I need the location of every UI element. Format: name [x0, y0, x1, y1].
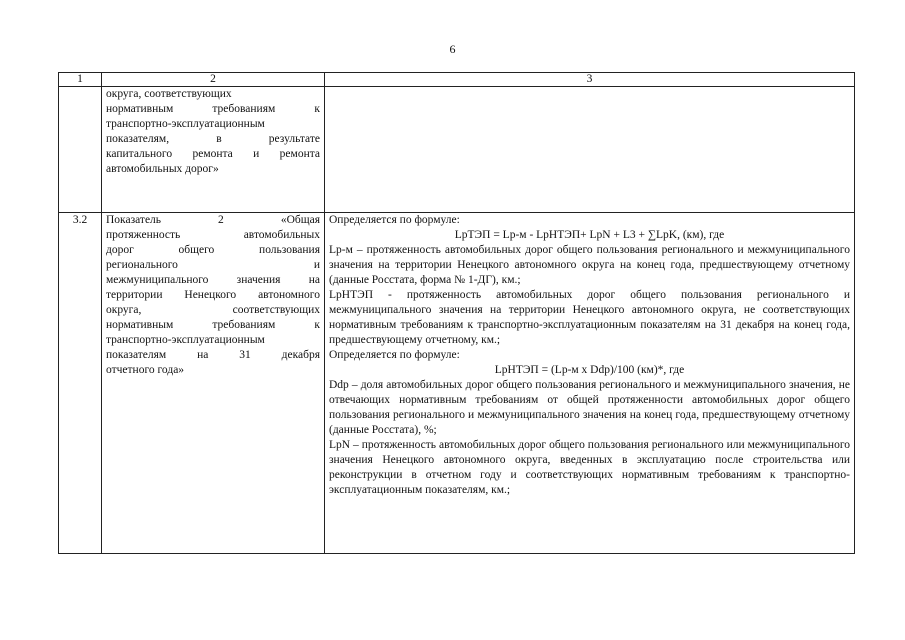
method-cell [325, 213, 855, 554]
header-cell-3: 3 [325, 73, 855, 87]
definition-ddp: Ddp – доля автомобильных дорог общего пользования регионального и межмуниципального значения, не отвечающих нормативным требованиям от общей протяженности автомобильных дорог общего пользования регионального и межмуниципального значения на конец года, предшествующему отчетному (данные Росстата), %; [329, 379, 850, 436]
table-header-row [59, 73, 855, 87]
indicator-line: показателям на 31 декабря [106, 349, 320, 361]
indicator-line [106, 87, 320, 102]
indicator-line: транспортно-эксплуатационным [106, 118, 265, 130]
definition-lpm: Lp-м – протяженность автомобильных дорог общего пользования регионального и межмуниципального значения на территории Ненецкого автономного округа на конец года, предшествующему отчетному (данные Росстата, форма № 1-ДГ), км.; [329, 244, 850, 286]
header-cell-2: 2 [102, 73, 325, 87]
page-number: 6 [449, 42, 456, 56]
indicator-line: межмуниципального значения на [106, 274, 320, 286]
indicator-line: Показатель 2 «Общая [106, 214, 320, 226]
formula-intro: Определяется по формуле: [329, 214, 460, 226]
indicator-line: округа, соответствующих [106, 304, 320, 316]
method-cell [325, 87, 855, 213]
indicator-line: дорог общего пользования [106, 244, 320, 256]
indicator-line: автомобильных дорог» [106, 163, 219, 175]
indicator-table [58, 72, 855, 554]
table-row [59, 87, 855, 213]
indicator-line: нормативным требованиям к [106, 319, 320, 331]
row-number-cell: 3.2 [59, 213, 102, 554]
indicator-name-cell [102, 87, 325, 213]
indicator-line: протяженность автомобильных [106, 229, 320, 241]
text-line: округа, соответствующих [106, 88, 232, 100]
indicator-name-cell [102, 213, 325, 554]
indicator-line: нормативным требованиям к [106, 103, 320, 115]
definition-lpn: LpN – протяженность автомобильных дорог общего пользования регионального или межмуниципального значения Ненецкого автономного округа, введенных в эксплуатацию после строительства или реконструкции в отчетном году и соответствующих нормативным требованиям к транспортно-эксплуатационным показателям, км.; [329, 439, 850, 496]
row-number-cell [59, 87, 102, 213]
formula-secondary: LpНТЭП = (Lp-м x Ddp)/100 (км)*, где [494, 364, 685, 376]
indicator-line: отчетного года» [106, 364, 185, 376]
indicator-line: территории Ненецкого автономного [106, 289, 320, 301]
formula-main: LpТЭП = Lp-м - LpНТЭП+ LpN + L3 + ∑LpK, (км), где [454, 229, 725, 241]
formula-intro: Определяется по формуле: [329, 349, 460, 361]
header-cell-1: 1 [59, 73, 102, 87]
indicator-line: капитального ремонта и ремонта [106, 148, 320, 160]
table-row [59, 213, 855, 554]
indicator-line: показателям, в результате [106, 133, 320, 145]
definition-lpntep: LpНТЭП - протяженность автомобильных дорог общего пользования регионального и межмуниципального значения на территории Ненецкого автономного округа, не соответствующих нормативным требованиям к транспортно-эксплуатационным показателям на 31 декабря на конец года, предшествующему отчетному, км.; [329, 289, 850, 346]
indicator-line: регионального и [106, 259, 320, 271]
indicator-line: транспортно-эксплуатационным [106, 334, 265, 346]
